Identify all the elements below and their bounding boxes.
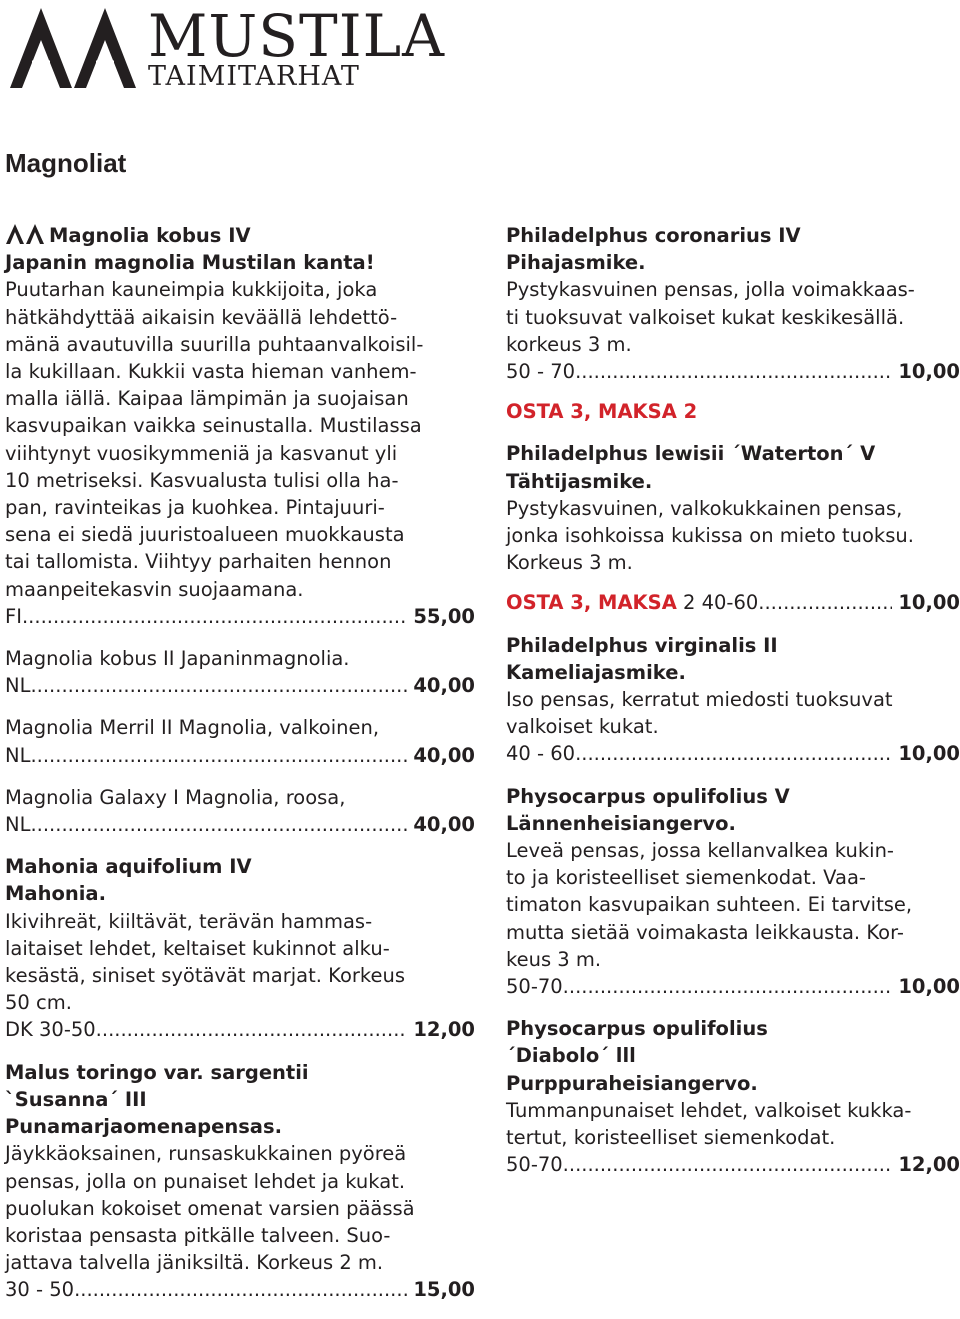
product-line: Magnolia Merril II Magnolia, valkoinen, [5,716,380,740]
logo-subtitle: TAIMITARHAT [148,61,360,92]
product-common-name: Tähtijasmike. [506,469,653,493]
price-value: 55,00 [413,604,475,628]
product-name: Magnolia kobus IV [49,224,251,247]
description-line: to ja koristeelliset siemenkodat. Vaa- [506,866,866,890]
product-entry [506,440,960,616]
description-line: tertut, koristeelliset siemenkodat. [506,1126,836,1150]
price-row [506,973,960,1000]
description-line: Iso pensas, kerratut miedosti tuoksuvat [506,688,893,712]
size-label: 30 - 50 [5,1278,75,1302]
product-entry [5,1059,475,1304]
description-line: pan, ravinteikas ja kuohkea. Pintajuuri- [5,496,385,520]
size-label: 50 - 70 [506,360,576,384]
price-row [506,589,960,616]
product-common-name: Lännenheisiangervo. [506,811,736,835]
description-line: timaton kasvupaikan suhteen. Ei tarvitse, [506,893,913,917]
offer-label: OSTA 3, MAKSA 2 [506,400,698,424]
tree-logo-icon [8,4,138,92]
product-line: Magnolia kobus II Japaninmagnolia. [5,647,350,671]
product-name: Physocarpus opulifolius [506,1017,768,1041]
price-row [5,672,475,699]
company-logo [8,2,445,92]
description-line: Puutarhan kauneimpia kukkijoita, joka [5,278,378,302]
price-value: 10,00 [898,360,960,384]
description-line: Korkeus 3 m. [506,551,633,575]
price-row [506,740,960,767]
price-row [5,742,475,769]
logo-name: MUSTILA [148,2,445,70]
description-line: malla iällä. Kaipaa lämpimän ja suojaisan [5,387,409,411]
product-name: Malus toringo var. sargentii [5,1060,309,1084]
description-line: 50 cm. [5,991,72,1015]
product-line: Magnolia Galaxy I Magnolia, roosa, [5,785,346,809]
product-common-name: Pihajasmike. [506,251,646,275]
price-row [506,1151,960,1178]
size-label: NL [5,743,31,767]
right-column [506,222,960,1194]
description-line: kesästä, siniset syötävät marjat. Korkeus [5,964,406,988]
price-value: 10,00 [898,591,960,615]
offer-label: OSTA 3, MAKSA [506,591,677,615]
description-line: keus 3 m. [506,947,602,971]
price-value: 12,00 [413,1018,475,1042]
price-row [5,811,475,838]
description-line: mänä avautuvilla suurilla puhtaanvalkoisil- [5,332,424,356]
description-line: Pystykasvuinen, valkokukkainen pensas, [506,496,903,520]
description-line: puolukan kokoiset omenat varsien päässä [5,1196,415,1220]
description-line: kasvupaikan vaikka seinustalla. Mustilassa [5,414,422,438]
product-name: Physocarpus opulifolius V [506,784,790,808]
price-value: 15,00 [413,1278,475,1302]
description-line: jonka isohkoissa kukissa on mieto tuoksu. [506,524,914,548]
page-title: Magnoliat [5,148,127,178]
product-entry [5,222,475,630]
description-line: tai tallomista. Viihtyy parhaiten hennon [5,550,392,574]
size-label: FI [5,604,22,628]
description-line: hätkähdyttää aikaisin keväällä lehdettö- [5,305,398,329]
product-common-name: Purppuraheisiangervo. [506,1071,758,1095]
product-entry [506,222,960,425]
size-label: NL [5,674,31,698]
description-line: sena ei siedä juuristoalueen muokkausta [5,523,405,547]
description-line: Jäykkäoksainen, runsaskukkainen pyöreä [5,1142,407,1166]
price-value: 40,00 [413,813,475,837]
product-common-name: Punamarjaomenapensas. [5,1115,282,1139]
product-common-name: Mahonia. [5,882,106,906]
product-cultivar: `Susanna´ III [5,1087,147,1111]
product-name: Philadelphus virginalis II [506,633,778,657]
product-cultivar: ´Diabolo´ lll [506,1044,636,1068]
price-row [5,1276,475,1303]
size-label: NL [5,813,31,837]
description-line: jattava talvella jäniksiltä. Korkeus 2 m. [5,1251,384,1275]
description-line: maanpeitekasvin suojaamana. [5,577,304,601]
size-label: DK 30-50 [5,1018,96,1042]
mustila-mark-icon [5,223,45,245]
price-value: 10,00 [898,742,960,766]
size-label: 2 40-60 [683,591,759,615]
product-entry [5,714,475,768]
price-value: 10,00 [898,975,960,999]
price-row [5,603,475,630]
description-line: korkeus 3 m. [506,332,632,356]
description-line: koristaa pensasta pitkälle talveen. Suo- [5,1223,391,1247]
product-name: Mahonia aquifolium IV [5,855,252,879]
description-line: mutta sietää voimakasta leikkausta. Kor- [506,920,904,944]
price-value: 12,00 [898,1153,960,1177]
product-common-name: Japanin magnolia Mustilan kanta! [5,251,375,275]
price-value: 40,00 [413,674,475,698]
description-line: Ikivihreät, kiiltävät, terävän hammas- [5,909,373,933]
description-line: 10 metriseksi. Kasvualusta tulisi olla ha- [5,468,399,492]
price-row [5,1016,475,1043]
description-line: la kukillaan. Kukkii vasta hieman vanhem- [5,360,417,384]
product-entry [506,783,960,1001]
product-entry [506,632,960,768]
description-line: Pystykasvuinen pensas, jolla voimakkaas- [506,278,915,302]
description-line: pensas, jolla on punaiset lehdet ja kukat. [5,1169,406,1193]
product-entry [5,645,475,699]
product-entry [5,853,475,1043]
product-entry [506,1015,960,1178]
price-value: 40,00 [413,743,475,767]
product-common-name: Kameliajasmike. [506,660,686,684]
size-label: 50-70 [506,1153,563,1177]
product-name: Philadelphus lewisii ´Waterton´ V [506,442,876,466]
description-line: valkoiset kukat. [506,715,659,739]
description-line: Tummanpunaiset lehdet, valkoiset kukka- [506,1098,912,1122]
description-line: Leveä pensas, jossa kellanvalkea kukin- [506,839,894,863]
product-entry [5,784,475,838]
description-line: laitaiset lehdet, keltaiset kukinnot alku- [5,936,390,960]
price-row [506,358,960,385]
description-line: viihtynyt vuosikymmeniä ja kasvanut yli [5,441,398,465]
left-column [5,222,475,1319]
size-label: 50-70 [506,975,563,999]
size-label: 40 - 60 [506,742,576,766]
product-name: Philadelphus coronarius IV [506,224,801,247]
description-line: ti tuoksuvat valkoiset kukat keskikesällä. [506,305,905,329]
